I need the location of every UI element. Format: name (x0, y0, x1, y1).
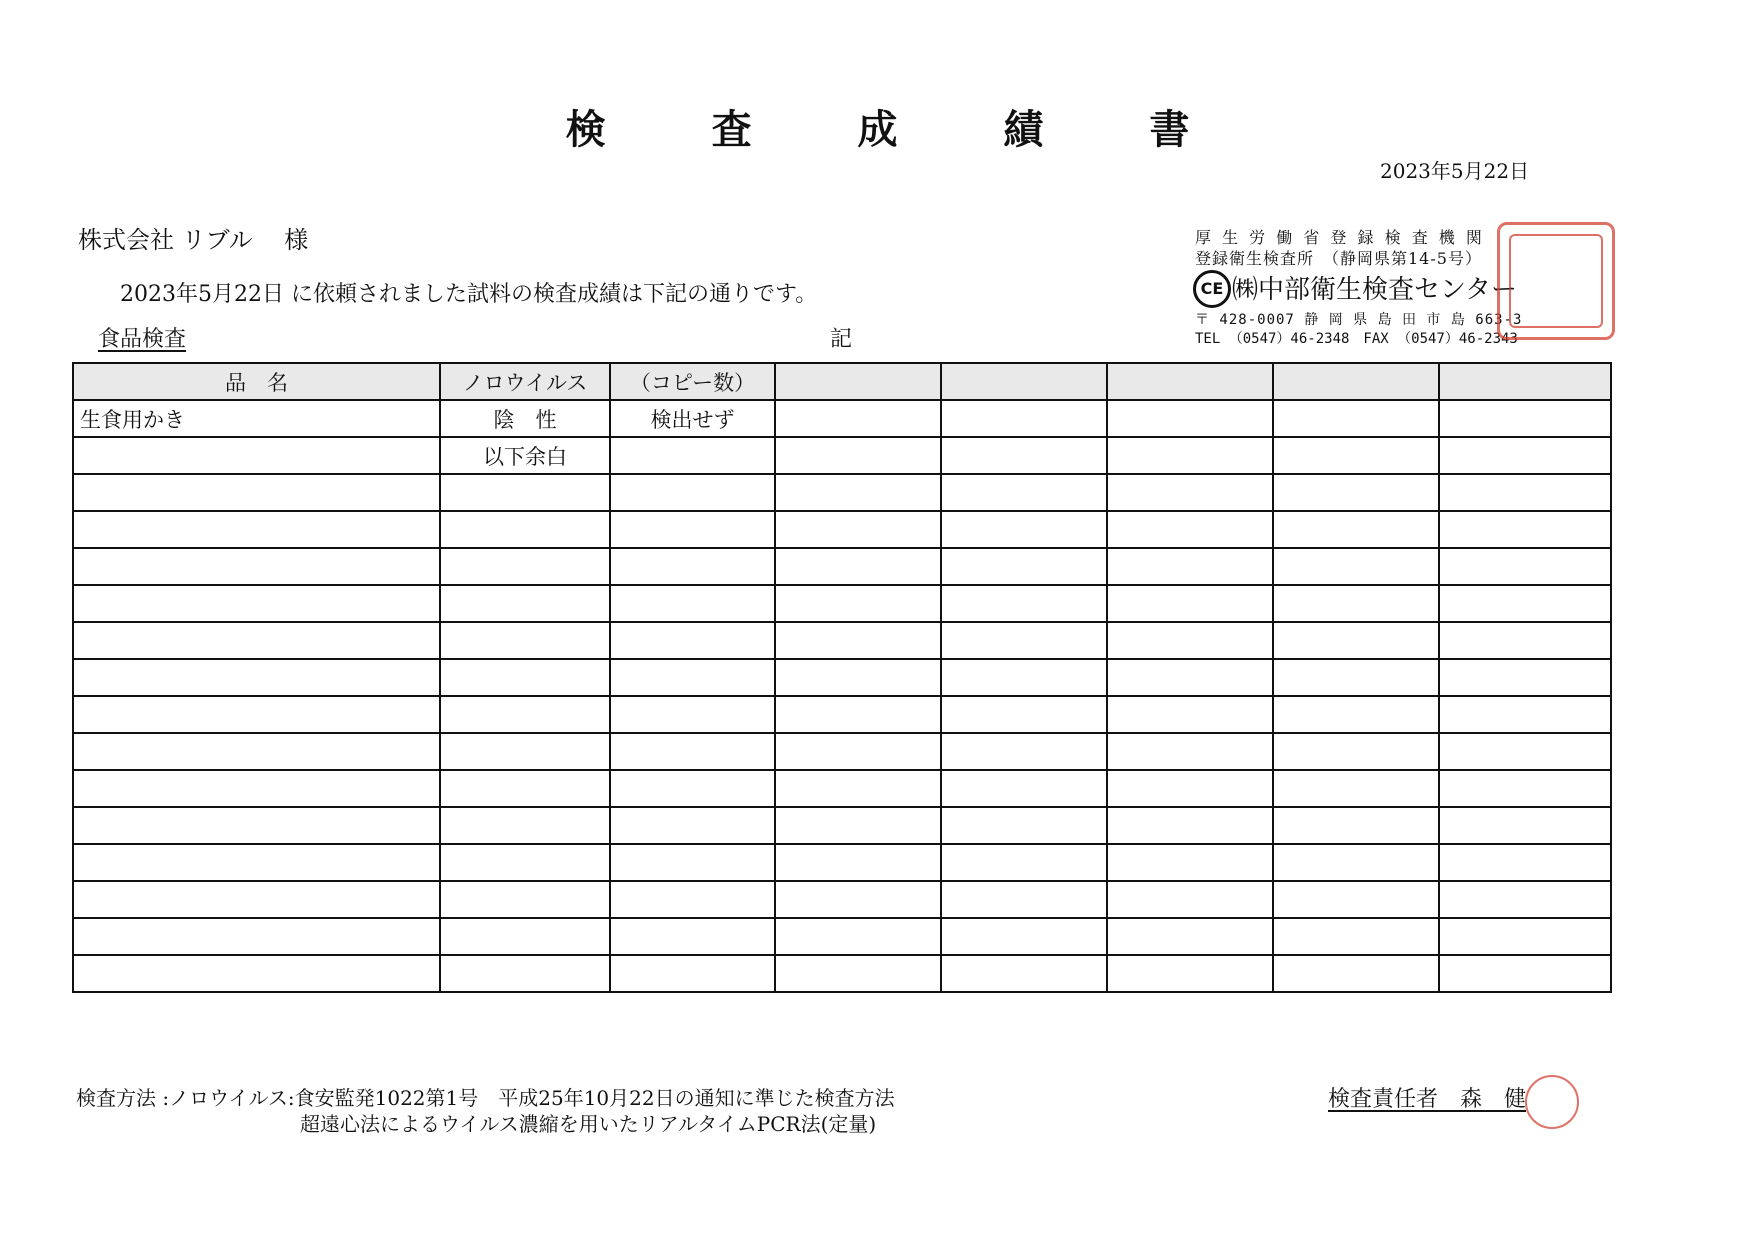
table-cell (73, 622, 440, 659)
table-cell (610, 770, 775, 807)
inspection-category: 食品検査 (98, 327, 187, 352)
table-cell (440, 696, 610, 733)
table-cell (610, 881, 775, 918)
table-cell (73, 548, 440, 585)
table-cell (1107, 844, 1273, 881)
table-cell (1107, 585, 1273, 622)
table-row (73, 844, 1611, 881)
table-cell (1273, 955, 1439, 992)
table-cell (440, 622, 610, 659)
table-cell (610, 437, 775, 474)
table-row (73, 770, 1611, 807)
header-cell (1439, 363, 1611, 400)
table-cell (775, 770, 941, 807)
table-cell (775, 696, 941, 733)
table-row (73, 955, 1611, 992)
table-row (73, 474, 1611, 511)
table-cell (775, 659, 941, 696)
table-cell (1439, 437, 1611, 474)
table-cell (440, 918, 610, 955)
test-method-detail: 超遠心法によるウイルス濃縮を用いたリアルタイムPCR法(定量) (300, 1112, 877, 1136)
table-cell (440, 955, 610, 992)
table-cell (941, 474, 1107, 511)
table-cell (1107, 548, 1273, 585)
table-cell (440, 733, 610, 770)
table-header-row (73, 363, 1611, 400)
table-cell (941, 585, 1107, 622)
lab-seal-icon (1497, 222, 1615, 340)
table-cell (1273, 733, 1439, 770)
table-cell (73, 437, 440, 474)
table-cell (1273, 400, 1439, 437)
table-cell (1273, 474, 1439, 511)
table-row (73, 733, 1611, 770)
document-title: 検 査 成 績 書 (565, 106, 1236, 153)
lab-name: ㈱中部衛生検査センター (1232, 275, 1517, 305)
table-cell (1439, 548, 1611, 585)
table-cell (775, 437, 941, 474)
table-cell (73, 696, 440, 733)
table-row (73, 622, 1611, 659)
table-cell (73, 770, 440, 807)
table-cell (941, 622, 1107, 659)
table-cell (440, 807, 610, 844)
table-cell (1439, 474, 1611, 511)
table-cell (775, 918, 941, 955)
table-cell (1107, 437, 1273, 474)
table-row (73, 548, 1611, 585)
table-cell: 生食用かき (73, 400, 440, 437)
table-cell (775, 511, 941, 548)
table-cell (1273, 807, 1439, 844)
table-cell (440, 770, 610, 807)
table-row (73, 881, 1611, 918)
table-cell (1107, 659, 1273, 696)
table-cell (610, 918, 775, 955)
table-cell (1107, 733, 1273, 770)
table-cell (775, 955, 941, 992)
table-cell (775, 548, 941, 585)
recipient: 株式会社 リブル 様 (78, 226, 309, 254)
issue-date: 2023年5月22日 (1380, 159, 1530, 183)
table-cell (941, 770, 1107, 807)
table-cell (775, 844, 941, 881)
table-cell (1273, 844, 1439, 881)
table-cell (1273, 696, 1439, 733)
table-cell (440, 511, 610, 548)
table-cell (775, 474, 941, 511)
table-cell (1107, 696, 1273, 733)
table-row (73, 807, 1611, 844)
table-cell (1439, 511, 1611, 548)
table-cell (1439, 770, 1611, 807)
table-cell (1107, 474, 1273, 511)
table-cell (73, 881, 440, 918)
table-cell (1273, 585, 1439, 622)
table-cell (73, 511, 440, 548)
table-cell (73, 585, 440, 622)
table-cell (73, 733, 440, 770)
table-row (73, 400, 1611, 437)
test-method: 検査方法 :ノロウイルス:食安監発1022第1号 平成25年10月22日の通知に準じた検査方法 (76, 1086, 895, 1110)
table-cell (1273, 548, 1439, 585)
table-cell (1439, 585, 1611, 622)
table-cell (610, 807, 775, 844)
table-cell (1107, 400, 1273, 437)
lab-phone-fax: TEL （0547）46-2348 FAX （0547）46-2343 (1195, 331, 1518, 347)
lab-address: 〒 428-0007 静 岡 県 島 田 市 島 663-3 (1195, 312, 1523, 328)
table-cell (73, 844, 440, 881)
table-cell (1107, 511, 1273, 548)
header-norovirus: ノロウイルス (440, 363, 610, 400)
inspector-seal-icon (1525, 1075, 1579, 1129)
table-cell (610, 844, 775, 881)
table-cell (610, 733, 775, 770)
table-cell (610, 585, 775, 622)
header-copy-count: （コピー数） (610, 363, 775, 400)
table-cell (941, 955, 1107, 992)
table-cell (610, 696, 775, 733)
header-cell (941, 363, 1107, 400)
table-cell (610, 955, 775, 992)
table-cell (775, 400, 941, 437)
table-cell (73, 474, 440, 511)
table-cell (1439, 844, 1611, 881)
table-cell (941, 918, 1107, 955)
table-cell (941, 807, 1107, 844)
table-cell (610, 548, 775, 585)
table-cell (941, 511, 1107, 548)
table-cell (610, 622, 775, 659)
table-cell: 検出せず (610, 400, 775, 437)
table-cell (73, 659, 440, 696)
table-cell (1439, 918, 1611, 955)
table-cell (775, 807, 941, 844)
table-cell (1107, 918, 1273, 955)
table-cell (1273, 437, 1439, 474)
lab-registration-number: 登録衛生検査所 （静岡県第14-5号） (1195, 249, 1482, 268)
table-cell (1107, 807, 1273, 844)
ki-mark: 記 (830, 327, 853, 352)
table-row (73, 659, 1611, 696)
table-cell (610, 474, 775, 511)
table-cell (440, 659, 610, 696)
table-row (73, 511, 1611, 548)
table-cell (1439, 696, 1611, 733)
table-cell (1107, 955, 1273, 992)
table-cell (1439, 659, 1611, 696)
table-cell (610, 659, 775, 696)
table-cell (73, 955, 440, 992)
table-cell (941, 548, 1107, 585)
inspector-name: 検査責任者 森 健 (1328, 1087, 1527, 1112)
table-row (73, 437, 1611, 474)
table-cell (1273, 881, 1439, 918)
table-cell (941, 733, 1107, 770)
table-cell (1439, 955, 1611, 992)
table-cell (941, 696, 1107, 733)
table-cell: 以下余白 (440, 437, 610, 474)
table-cell (73, 918, 440, 955)
table-cell (1439, 807, 1611, 844)
table-row (73, 696, 1611, 733)
table-cell (440, 881, 610, 918)
lab-registration: 厚 生 労 働 省 登 録 検 査 機 関 (1195, 228, 1485, 247)
table-cell (1439, 400, 1611, 437)
table-cell (440, 585, 610, 622)
table-cell (1439, 733, 1611, 770)
table-cell (941, 881, 1107, 918)
table-cell (1273, 622, 1439, 659)
table-cell (1273, 918, 1439, 955)
table-cell (775, 585, 941, 622)
table-cell (941, 659, 1107, 696)
table-cell (1107, 881, 1273, 918)
table-cell (610, 511, 775, 548)
results-table (72, 362, 1612, 993)
table-cell (775, 733, 941, 770)
table-cell (1273, 511, 1439, 548)
header-cell (1107, 363, 1273, 400)
table-cell (1439, 881, 1611, 918)
table-cell (775, 622, 941, 659)
table-cell (1273, 770, 1439, 807)
table-cell (73, 807, 440, 844)
lab-logo-icon: CE (1193, 270, 1231, 308)
table-cell (941, 844, 1107, 881)
table-cell (440, 474, 610, 511)
table-cell (941, 437, 1107, 474)
table-cell (1107, 770, 1273, 807)
table-cell (1439, 622, 1611, 659)
table-cell (440, 844, 610, 881)
table-cell (1107, 622, 1273, 659)
table-row (73, 918, 1611, 955)
header-cell (1273, 363, 1439, 400)
intro-text: 2023年5月22日 に依頼されました試料の検査成績は下記の通りです。 (120, 282, 818, 307)
table-cell (1273, 659, 1439, 696)
header-cell (775, 363, 941, 400)
table-row (73, 585, 1611, 622)
table-cell (941, 400, 1107, 437)
table-cell (775, 881, 941, 918)
table-cell (440, 548, 610, 585)
table-cell: 陰 性 (440, 400, 610, 437)
header-item-name: 品 名 (73, 363, 440, 400)
